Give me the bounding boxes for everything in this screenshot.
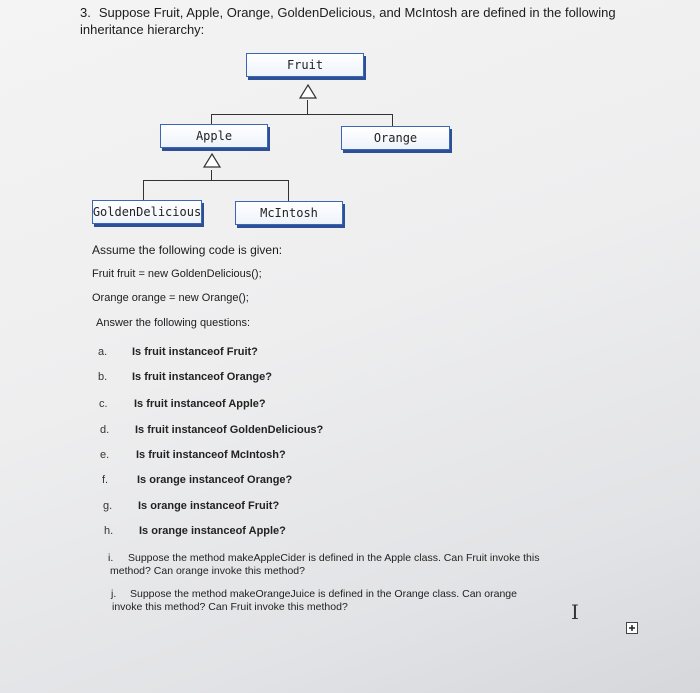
question-letter: g. [103, 500, 113, 512]
assume-text: Assume the following code is given: [92, 243, 283, 257]
question-letter: c. [99, 398, 108, 410]
code-line-1: Fruit fruit = new GoldenDelicious(); [92, 268, 262, 280]
question-letter: i. [108, 552, 114, 564]
question-item: Is fruit instanceof Orange? [132, 371, 272, 383]
connector-line [143, 180, 289, 181]
question-letter: h. [104, 525, 114, 537]
class-apple: Apple [160, 124, 268, 148]
inheritance-arrow-icon [202, 153, 222, 169]
class-orange: Orange [341, 126, 450, 150]
class-mcintosh: McIntosh [235, 201, 343, 225]
inheritance-arrow-icon [298, 84, 318, 100]
question-item: Is orange instanceof Fruit? [138, 500, 280, 512]
question-item: Is fruit instanceof Apple? [134, 398, 266, 410]
question-paragraph: Suppose the method makeAppleCider is defined in the Apple class. Can Fruit invoke this method? Can orange invoke this method? [110, 552, 540, 577]
question-letter: b. [98, 371, 108, 383]
question-letter: j. [111, 588, 117, 600]
text-cursor-icon: I [571, 600, 579, 624]
expand-icon[interactable] [626, 622, 638, 634]
code-line-2: Orange orange = new Orange(); [92, 292, 249, 304]
question-letter: d. [100, 424, 110, 436]
question-item: Is orange instanceof Orange? [137, 474, 293, 486]
class-fruit: Fruit [246, 53, 364, 77]
question-paragraph: Suppose the method makeOrangeJuice is defined in the Orange class. Can orange invoke this method? Can Fruit invoke this method? [112, 588, 517, 613]
question-letter: e. [100, 449, 110, 461]
connector-line [211, 114, 393, 115]
question-text: Suppose Fruit, Apple, Orange, GoldenDelicious, and McIntosh are defined in the following inheritance hierarchy: [80, 5, 616, 37]
question-item: Is orange instanceof Apple? [139, 525, 286, 537]
class-golden-delicious: GoldenDelicious [92, 200, 202, 224]
connector-line [288, 180, 289, 202]
connector-line [143, 180, 144, 200]
question-heading [80, 4, 640, 38]
question-number: 3. [80, 5, 91, 20]
question-letter: a. [98, 346, 108, 358]
question-letter: f. [102, 474, 109, 486]
question-item: Is fruit instanceof GoldenDelicious? [135, 424, 324, 436]
question-item: Is fruit instanceof Fruit? [132, 346, 258, 358]
connector-line [211, 170, 212, 180]
connector-line [307, 100, 308, 114]
answer-text: Answer the following questions: [96, 317, 251, 329]
question-item: Is fruit instanceof McIntosh? [136, 449, 286, 461]
